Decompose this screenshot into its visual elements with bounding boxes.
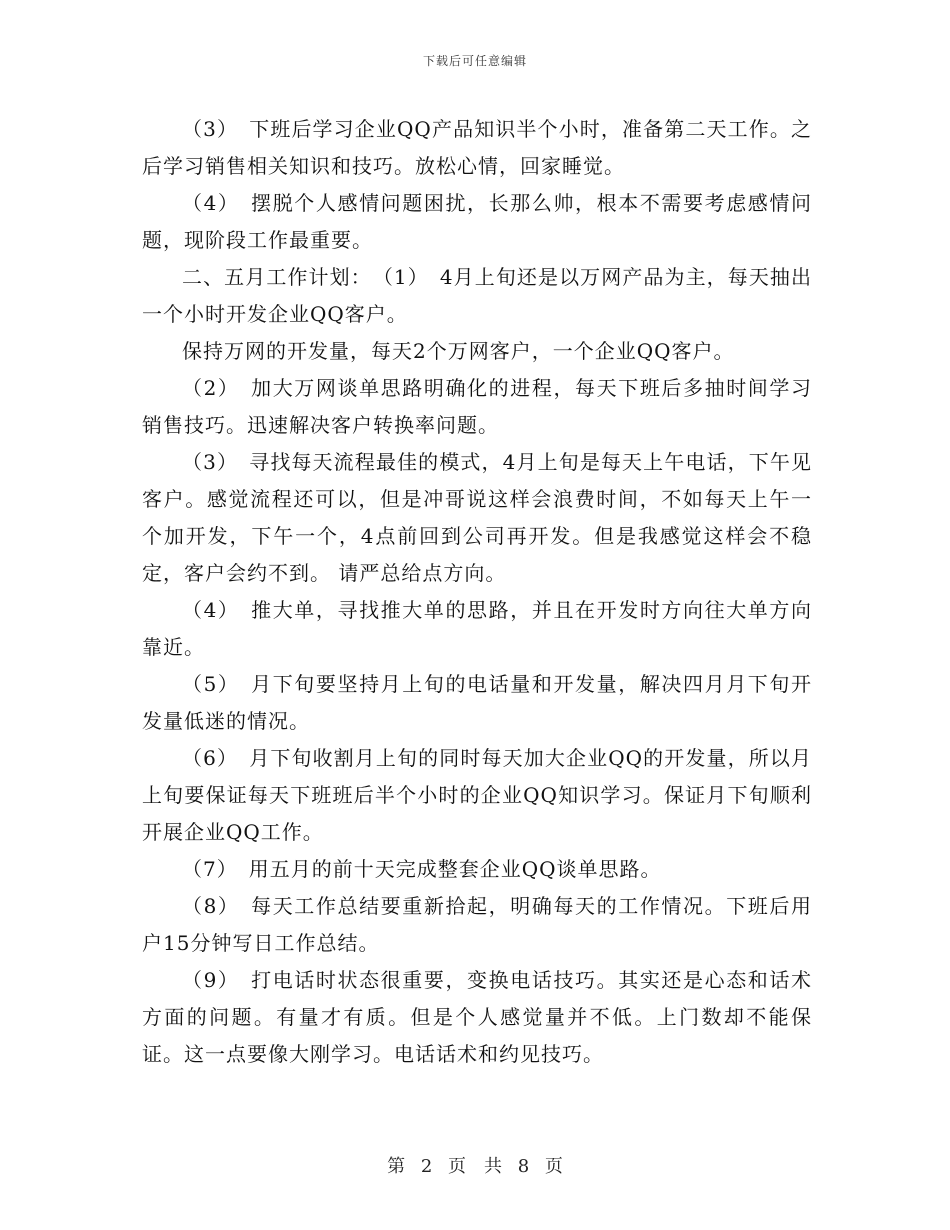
section-heading-may-plan: 二、五月工作计划： （1） 4月上旬还是以万网产品为主，每天抽出一个小时开发企业QQ客户。: [142, 265, 812, 326]
footer-prefix: 第: [387, 1156, 406, 1177]
paragraph-item-3: （3） 下班后学习企业QQ产品知识半个小时，准备第二天工作。之后学习销售相关知识和技巧。放松心情，回家睡觉。: [142, 117, 812, 178]
plan-item-7: （7） 用五月的前十天完成整套企业QQ谈单思路。: [182, 857, 662, 881]
page-total: 8: [517, 1156, 530, 1177]
page-header: 下载后可任意编辑: [422, 54, 527, 68]
paragraph-item-4: （4） 摆脱个人感情问题困扰，长那么帅，根本不需要考虑感情问题，现阶段工作最重要。: [142, 191, 812, 252]
page-number: 2: [420, 1156, 433, 1177]
plan-item-6: （6） 月下旬收割月上旬的同时每天加大企业QQ的开发量，所以月上旬要保证每天下班班后半个小时的企业QQ知识学习。保证月下旬顺利开展企业QQ工作。: [142, 746, 812, 844]
plan-item-9: （9） 打电话时状态很重要，变换电话技巧。其实还是心态和话术方面的问题。有量才有质。但是个人感觉量并不低。上门数却不能保证。这一点要像大刚学习。电话话术和约见技巧。: [142, 968, 812, 1066]
plan-item-3: （3） 寻找每天流程最佳的模式，4月上旬是每天上午电话，下午见客户。感觉流程还可以，但是冲哥说这样会浪费时间，不如每天上午一个加开发，下午一个，4点前回到公司再开发。但是我感觉这样会不稳定，客户会约不到。 请严总给点方向。: [142, 450, 812, 585]
footer-middle: 页 共: [448, 1156, 502, 1177]
page-footer: [0, 1152, 950, 1178]
document-body: [142, 111, 812, 1073]
footer-suffix: 页: [544, 1156, 563, 1177]
plan-item-2: （2） 加大万网谈单思路明确化的进程，每天下班后多抽时间学习销售技巧。迅速解决客户转换率问题。: [142, 376, 812, 437]
plan-item-8: （8） 每天工作总结要重新拾起，明确每天的工作情况。下班后用户15分钟写日工作总结。: [142, 894, 812, 955]
paragraph-wanwang-volume: 保持万网的开发量，每天2个万网客户，一个企业QQ客户。: [182, 339, 735, 363]
plan-item-4: （4） 推大单，寻找推大单的思路，并且在开发时方向往大单方向靠近。: [142, 598, 812, 659]
plan-item-5: （5） 月下旬要坚持月上旬的电话量和开发量，解决四月月下旬开发量低迷的情况。: [142, 672, 812, 733]
